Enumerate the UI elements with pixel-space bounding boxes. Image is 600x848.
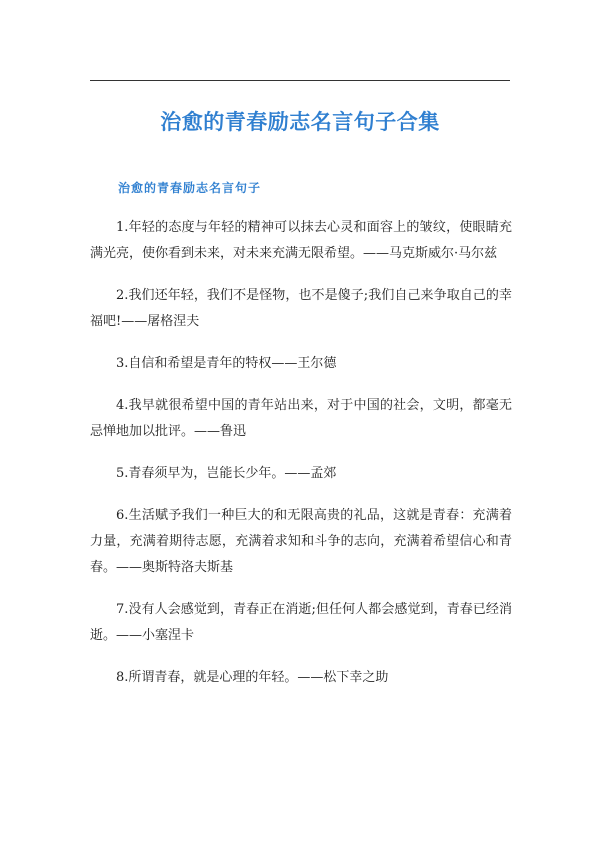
quote-item-4: 4.我早就很希望中国的青年站出来，对于中国的社会，文明，都毫无忌惮地加以批评。——鲁迅 bbox=[90, 398, 512, 439]
quote-item-6: 6.生活赋予我们一种巨大的和无限高贵的礼品，这就是青春：充满着力量，充满着期待志愿，充满着求知和斗争的志向，充满着希望信心和青春。——奥斯特洛夫斯基 bbox=[90, 508, 512, 575]
quote-list bbox=[90, 215, 512, 707]
quote-item-3: 3.自信和希望是青年的特权——王尔德 bbox=[116, 356, 337, 371]
header-rule bbox=[90, 80, 510, 81]
quote-item-7: 7.没有人会感觉到，青春正在消逝;但任何人都会感觉到，青春已经消逝。——小塞涅卡 bbox=[90, 602, 512, 643]
section-heading: 治愈的青春励志名言句子 bbox=[118, 181, 262, 195]
document-title: 治愈的青春励志名言句子合集 bbox=[160, 110, 440, 134]
quote-item-5: 5.青春须早为，岂能长少年。——孟郊 bbox=[116, 466, 337, 481]
quote-item-2: 2.我们还年轻，我们不是怪物，也不是傻子;我们自己来争取自己的幸福吧!——屠格涅夫 bbox=[90, 288, 512, 329]
quote-item-8: 8.所谓青春，就是心理的年轻。——松下幸之助 bbox=[116, 670, 389, 685]
quote-item-1: 1.年轻的态度与年轻的精神可以抹去心灵和面容上的皱纹，使眼睛充满光亮，使你看到未来，对未来充满无限希望。——马克斯威尔·马尔兹 bbox=[90, 220, 512, 261]
